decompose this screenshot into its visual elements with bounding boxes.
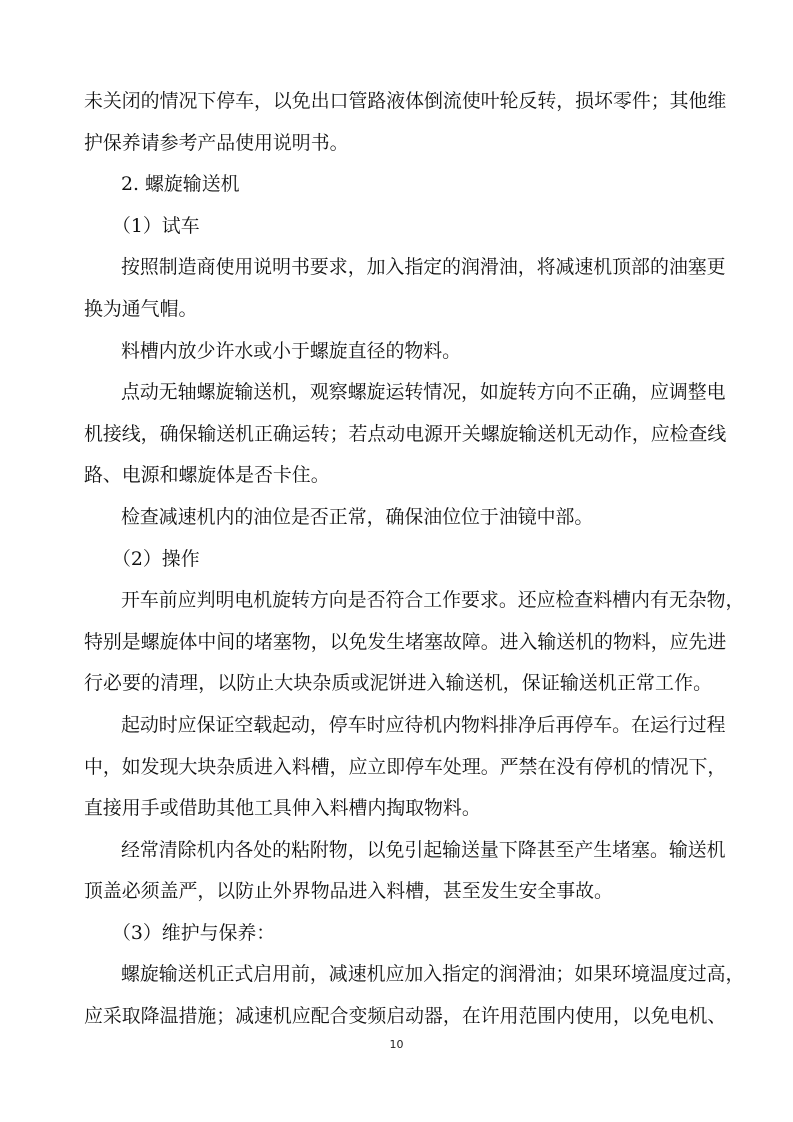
paragraph-line: 检查减速机内的油位是否正常，确保油位位于油镜中部。 — [121, 505, 594, 528]
section-heading: 2. 螺旋输送机 — [121, 173, 240, 196]
paragraph-line: 应采取降温措施；减速机应配合变频启动器，在许用范围内使用，以免电机、 — [84, 1005, 727, 1028]
paragraph-line: 中，如发现大块杂质进入料槽，应立即停车处理。严禁在没有停机的情况下， — [84, 755, 727, 778]
paragraph-line: 特别是螺旋体中间的堵塞物，以免发生堵塞故障。进入输送机的物料，应先进 — [84, 630, 727, 653]
paragraph-line: 点动无轴螺旋输送机，观察螺旋运转情况，如旋转方向不正确，应调整电 — [121, 381, 726, 404]
paragraph-line: 顶盖必须盖严，以防止外界物品进入料槽，甚至发生安全事故。 — [84, 880, 613, 903]
paragraph-line: 起动时应保证空载起动，停车时应待机内物料排净后再停车。在运行过程 — [121, 713, 726, 736]
paragraph-line: 直接用手或借助其他工具伸入料槽内掏取物料。 — [84, 797, 481, 820]
paragraph-line: 行必要的清理，以防止大块杂质或泥饼进入输送机，保证输送机正常工作。 — [84, 672, 712, 695]
paragraph-line: 料槽内放少许水或小于螺旋直径的物料。 — [121, 339, 462, 362]
paragraph-line: 经常清除机内各处的粘附物，以免引起输送量下降甚至产生堵塞。输送机 — [121, 838, 726, 861]
paragraph-line: 未关闭的情况下停车，以免出口管路液体倒流使叶轮反转，损坏零件；其他维 — [84, 90, 727, 112]
paragraph-line: 螺旋输送机正式启用前，减速机应加入指定的润滑油；如果环境温度过高， — [121, 963, 745, 986]
paragraph-line: 开车前应判明电机旋转方向是否符合工作要求。还应检查料槽内有无杂物， — [121, 589, 745, 612]
page-number: 10 — [389, 1038, 404, 1051]
subsection-heading: （2）操作 — [112, 547, 200, 570]
paragraph-line: 护保养请参考产品使用说明书。 — [84, 131, 349, 154]
subsection-heading: （1）试车 — [112, 214, 200, 237]
paragraph-line: 路、电源和螺旋体是否卡住。 — [84, 464, 330, 487]
paragraph-line: 机接线，确保输送机正确运转；若点动电源开关螺旋输送机无动作，应检查线 — [84, 422, 727, 445]
paragraph-line: 换为通气帽。 — [84, 297, 198, 320]
subsection-heading: （3）维护与保养： — [112, 921, 276, 944]
paragraph-line: 按照制造商使用说明书要求，加入指定的润滑油，将减速机顶部的油塞更 — [121, 256, 726, 279]
body-text — [84, 81, 745, 1038]
